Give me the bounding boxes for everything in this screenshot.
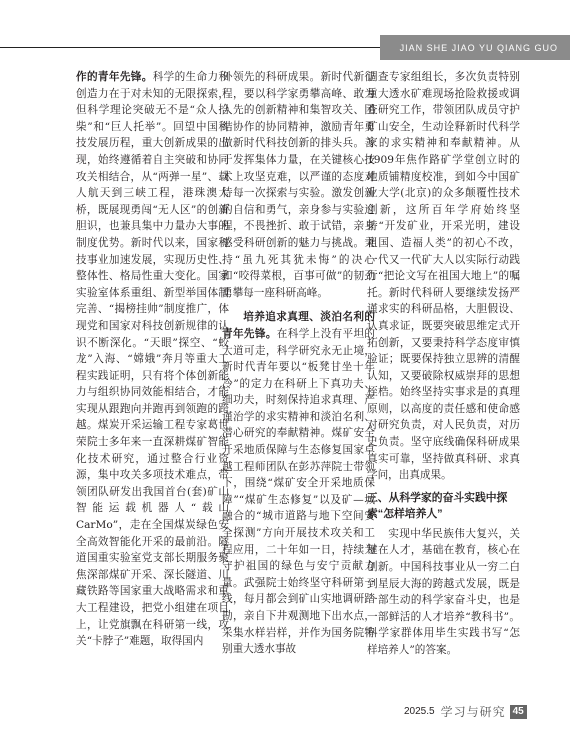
paragraph-text: 科学的生命力和创造力在于对未知的无限探索，但科学理论突破无不是“众人拾柴”和“巨人托举”。回望中国科技发展历程，重大创新成果的出现，始终遵循着自主突破和协同攻关相结合，从“两弹一星”、载人航天到三峡工程，港珠澳大桥，既展现勇闯“无人区”的创新胆识，也兼具集中力量办大事的制度优势。新时代以来，国家科技事业加速发展，实现历史性、整体性、格局性重大变化。国家实验室体系重组、新型举国体制完善、“揭榜挂帅”制度推广，体现党和国家对科技创新规律的认识不断深化。“天眼”探空、“蛟龙”入海、“嫦娥”奔月等重大工程实践证明，只有将个体创新能力与组织协同效能相结合，才能实现从跟跑向并跑再到领跑的跨越。煤炭开采运输工程专家葛世荣院士多年来一直深耕煤矿智能化技术研究，通过整合行业资源，集中攻关多项技术难点，带领团队研发出我国首台(套)矿山智能运载机器人“载山CarMo”，走在全国煤炭绿色安全高效智能化开采的最前沿。隧道国重实验室党支部长期服务聚焦深部煤矿开采、深长隧道、川藏铁路等国家重大战略需求和重大工程建设，把党小组建在项目上，让党旗飘在科研第一线，攻关“卡脖子”难题，取得国内 xyxy=(76,71,230,648)
column-1 xyxy=(76,69,229,650)
paragraph: 实现中华民族伟大复兴，关键在人才，基础在教育，核心在创新。中国科技事业从一穷二白到星辰大海的跨越式发展，既是一部生动的科学家奋斗史，也是一部鲜活的人才培养“教科书”。科学家群体用毕生实践书写“怎样培养人”的答案。 xyxy=(367,527,520,656)
paragraph-lead: 作的青年先锋。 xyxy=(76,71,153,83)
running-header xyxy=(380,35,570,60)
paragraph: 调查专家组组长，多次负责特别重大透水矿难现场抢险救援或调查研究工作，带领团队成员守护矿山安全，生动诠释新时代科学家的求实精神和奉献精神。从1909年焦作路矿学堂创立时的地质铺精度校准，到如今中国矿业大学(北京)的众多颠覆性技术创新，这所百年学府始终坚持“开发矿业，开采光明，建设祖国、造福人类”的初心不改，一代又一代矿大人以实际行动践行“把论文写在祖国大地上”的嘱托。新时代科研人要继续发扬严谨求实的科研品格，大胆假设、认真求证，既要突破思维定式开拓创新，又要秉持科学态度审慎验证；既要保持独立思辨的清醒认知，又要破除权威崇拜的思想桎梏。始终坚持实事求是的真理原则，以高度的责任感和使命感对研究负责，对人民负责，对历史负责。坚守底线确保科研成果真实可靠，坚持做真科研、求真学问，出真成果。 xyxy=(367,71,520,482)
paragraph-lead: 培养追求真理、淡泊名利的青年先锋。 xyxy=(222,311,375,340)
column-3 xyxy=(367,69,520,659)
paragraph: 外领先的科研成果。新时代新征程，要以科学家勇攀高峰、敢为人先的创新精神和集智攻关、团结协作的协同精神，激励青年勇做新时代科技创新的排头兵。善于发挥集体力量，在关键核心技术上攻坚克难，以严谨的态度对待每一次探索与实验。激发创新的自信和勇气，亲身参与实验过程，不畏挫折、敢于试错，亲身感受科研创新的魅力与挑战。秉持“虽九死其犹未悔”的决心和“咬得菜根，百事可做”的韧劲勇攀每一座科研高峰。 xyxy=(222,71,375,299)
issue-number: 2025.5 xyxy=(404,706,435,717)
journal-title: 学习与研究 xyxy=(440,705,506,719)
page-footer xyxy=(404,703,527,720)
running-title: JIAN SHE JIAO YU QIANG GUO xyxy=(399,42,558,53)
paragraph xyxy=(76,69,229,650)
section-heading: 三、从科学家的奋斗实践中探索“怎样培养人” xyxy=(367,491,508,520)
column-2 xyxy=(222,69,375,658)
page-number: 45 xyxy=(510,705,527,719)
paragraph xyxy=(222,309,375,657)
paragraph-text: 在科学上没有平坦的大道可走，科学研究永无止境，新时代青年要以“板凳甘坐十年冷”的定力在科研上下真功夫、细功夫，时刻保持追求真理、严谨治学的求实精神和淡泊名利、潜心研究的奉献精神。煤矿安全开采地质保障与生态修复国家卓越工程师团队在彭苏萍院士带领下，围绕“煤矿安全开采地质保障”“煤矿生态修复”以及矿—城融合的“城市道路与地下空间安全探测”方向开展技术攻关和工程应用，二十年如一日，持续为守护祖国的绿色与安宁贡献力量。武强院士始终坚守科研第一线，每月都会到矿山实地调研踏勘，亲自下井观测地下出水点，采集水样岩样，并作为国务院特别重大透水事故 xyxy=(222,327,376,656)
